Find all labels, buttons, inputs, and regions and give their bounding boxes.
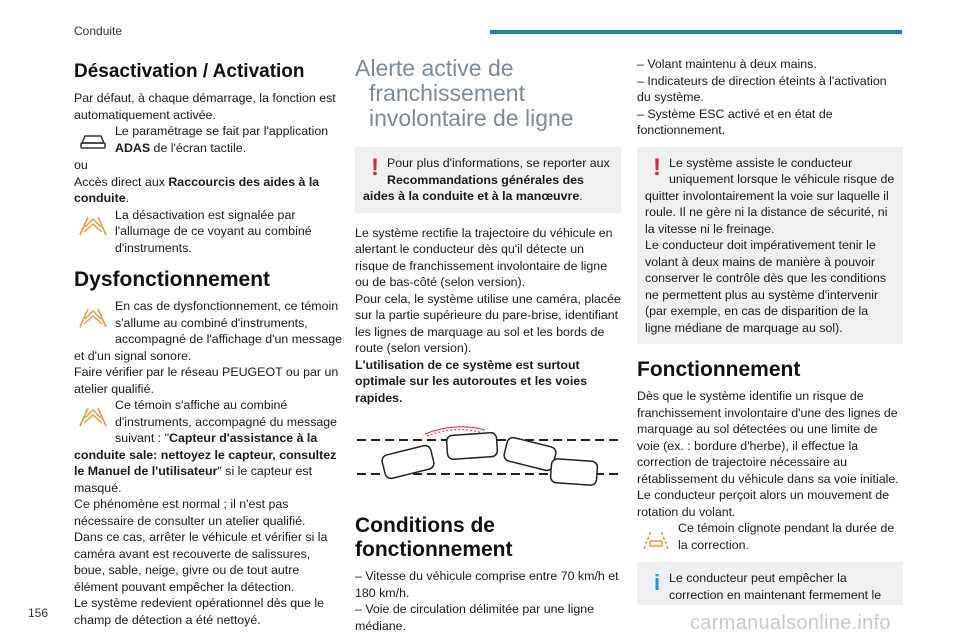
ou-text: ou	[74, 158, 88, 172]
warning-bold: Recommandations générales des aides à la conduite et à la manœuvre	[363, 172, 584, 203]
lane-departure-warning-icon	[74, 299, 111, 332]
conditions-title: Conditions de fonctionnement	[355, 514, 513, 561]
column-left	[74, 56, 342, 628]
adas-setting-row	[74, 123, 342, 157]
description-paragraph-3	[355, 357, 621, 407]
malfunction-text-2a: Ce témoin s'affiche au combiné d'instruments, accompagné du message suivant : "	[115, 398, 338, 445]
operation-indicator-row	[637, 520, 903, 554]
malfunction-paragraph-3: Dans ce cas, arrêter le véhicule et vérifier si la caméra avant est recouverte de salissures, boue, sable, neige, givre ou de tout autre élément pouvant empêcher la détection.	[74, 530, 328, 594]
shortcut-text: Accès direct aux	[74, 174, 169, 189]
warning-text: Pour plus d'informations, se reporter aux	[387, 156, 610, 170]
lane-correction-icon	[637, 521, 674, 554]
description-paragraph-1: Le système rectifie la trajectoire du véhicule en alertant le conducteur dès qu'il détecte un risque de franchissement involontaire de ligne ou de bas-côté (selon version).	[355, 225, 613, 289]
conditions-item-1: – Vitesse du véhicule comprise entre 70 km/h et 180 km/h.	[355, 569, 619, 600]
car-icon	[74, 124, 111, 157]
operation-indicator-text: Ce témoin clignote pendant la durée de la correction.	[678, 521, 895, 552]
header-label: Conduite	[74, 24, 123, 38]
malfunction-paragraph-1: Faire vérifier par le réseau PEUGEOT ou par un atelier qualifié.	[74, 365, 339, 396]
conditions-item-4: – Indicateurs de direction éteints à l'activation du système.	[637, 73, 887, 104]
info-icon: i	[653, 570, 661, 595]
header-accent-bar	[490, 30, 902, 34]
info-panel	[637, 562, 903, 605]
lane-departure-sensor-icon	[74, 398, 111, 431]
lane-departure-orange-icon	[74, 208, 111, 241]
assist-warning-text-2: Le conducteur doit impérativement tenir le volant à deux mains de manière à pouvoir conserver le contrôle dès que les conditions ne permettent plus au système d'intervenir (par exemple, en cas de disparition de la ligne médiane de marquage au sol).	[645, 238, 887, 335]
adas-text-1: Le paramétrage se fait par l'application	[115, 124, 329, 138]
deactivation-title: Désactivation / Activation	[74, 61, 305, 82]
warning-panel	[355, 147, 621, 213]
shortcut-bold: Raccourcis des aides à la conduite	[74, 174, 320, 205]
section-title-line-3: involontaire de ligne	[369, 105, 574, 131]
malfunction-paragraph-2: Ce phénomène est normal ; il n'est pas nécessaire de consulter un atelier qualifié.	[74, 497, 306, 528]
malfunction-message-bold: Capteur d'assistance à la conduite sale: nettoyez le capteur, consultez le Manuel de l'utilisateur	[74, 431, 337, 478]
section-title-line-1: Alerte active de	[355, 55, 514, 81]
exclamation-icon: !	[653, 153, 661, 181]
shortcut-paragraph	[74, 174, 342, 207]
deactivation-indicator-text: La désactivation est signalée par l'allumage de ce voyant au combiné d'instruments.	[115, 207, 312, 255]
deactivation-indicator-row	[74, 207, 342, 257]
operation-paragraph-1: Dès que le système identifie un risque de franchissement involontaire d'une des lignes de marquage au sol détectées ou une limite de voie (ex. : bordure d'herbe), il effectue la correction de trajectoire nécessaire au rétablissement du véhicule dans sa voie initiale.	[637, 389, 899, 486]
malfunction-paragraph-4: Le système redevient opérationnel dès que le champ de détection a été nettoyé.	[74, 596, 325, 627]
info-text: Le conducteur peut empêcher la correction en maintenant fermement le	[669, 571, 882, 602]
column-middle	[355, 56, 621, 634]
adas-text-2: de l'écran tactile.	[150, 140, 247, 155]
deactivation-paragraph: Par défaut, à chaque démarrage, la fonction est automatiquement activée.	[74, 91, 336, 122]
malfunction-title: Dysfonctionnement	[74, 268, 271, 291]
assist-warning-panel	[637, 147, 903, 345]
page-number: 156	[28, 606, 49, 620]
operation-title: Fonctionnement	[637, 358, 801, 381]
column-right	[637, 56, 903, 617]
conditions-item-2: – Voie de circulation délimitée par une ligne médiane.	[355, 602, 595, 633]
operation-paragraph-2: Le conducteur perçoit alors un mouvement de rotation du volant.	[637, 488, 890, 519]
conditions-item-5: – Système ESC activé et en état de fonctionnement.	[637, 106, 833, 137]
section-title-line-2: franchissement	[369, 80, 525, 106]
malfunction-row-1	[74, 298, 342, 364]
assist-warning-text-1: Le système assiste le conducteur uniquement lorsque le véhicule risque de quitter involontairement la voie sur laquelle il roule. Il ne gère ni la distance de sécurité, ni la vitesse ni le freinage.	[645, 155, 895, 236]
warning-end: .	[579, 189, 583, 203]
malfunction-row-2	[74, 397, 342, 496]
description-bold: L'utilisation de ce système est surtout optimale sur les autoroutes et les voies rapides.	[355, 357, 588, 405]
conditions-item-3: – Volant maintenu à deux mains.	[637, 57, 817, 71]
malfunction-text-2b: " si le capteur est masqué.	[74, 464, 313, 495]
lane-correction-illustration	[355, 420, 621, 492]
watermark: carmanualsonline.info	[690, 612, 891, 634]
exclamation-icon: !	[371, 154, 379, 181]
malfunction-text-1: En cas de dysfonctionnement, ce témoin s'allume au combiné d'instruments, accompagné de l'affichage d'un message et d'un signal sonore.	[74, 299, 342, 363]
shortcut-end: .	[125, 191, 130, 205]
description-paragraph-2: Pour cela, le système utilise une caméra, placée sur la partie supérieure du pare-brise, identifiant les lignes de marquage au sol et les bords de route (selon version).	[355, 291, 621, 355]
section-title	[355, 56, 621, 131]
adas-text-bold: ADAS	[115, 140, 151, 155]
